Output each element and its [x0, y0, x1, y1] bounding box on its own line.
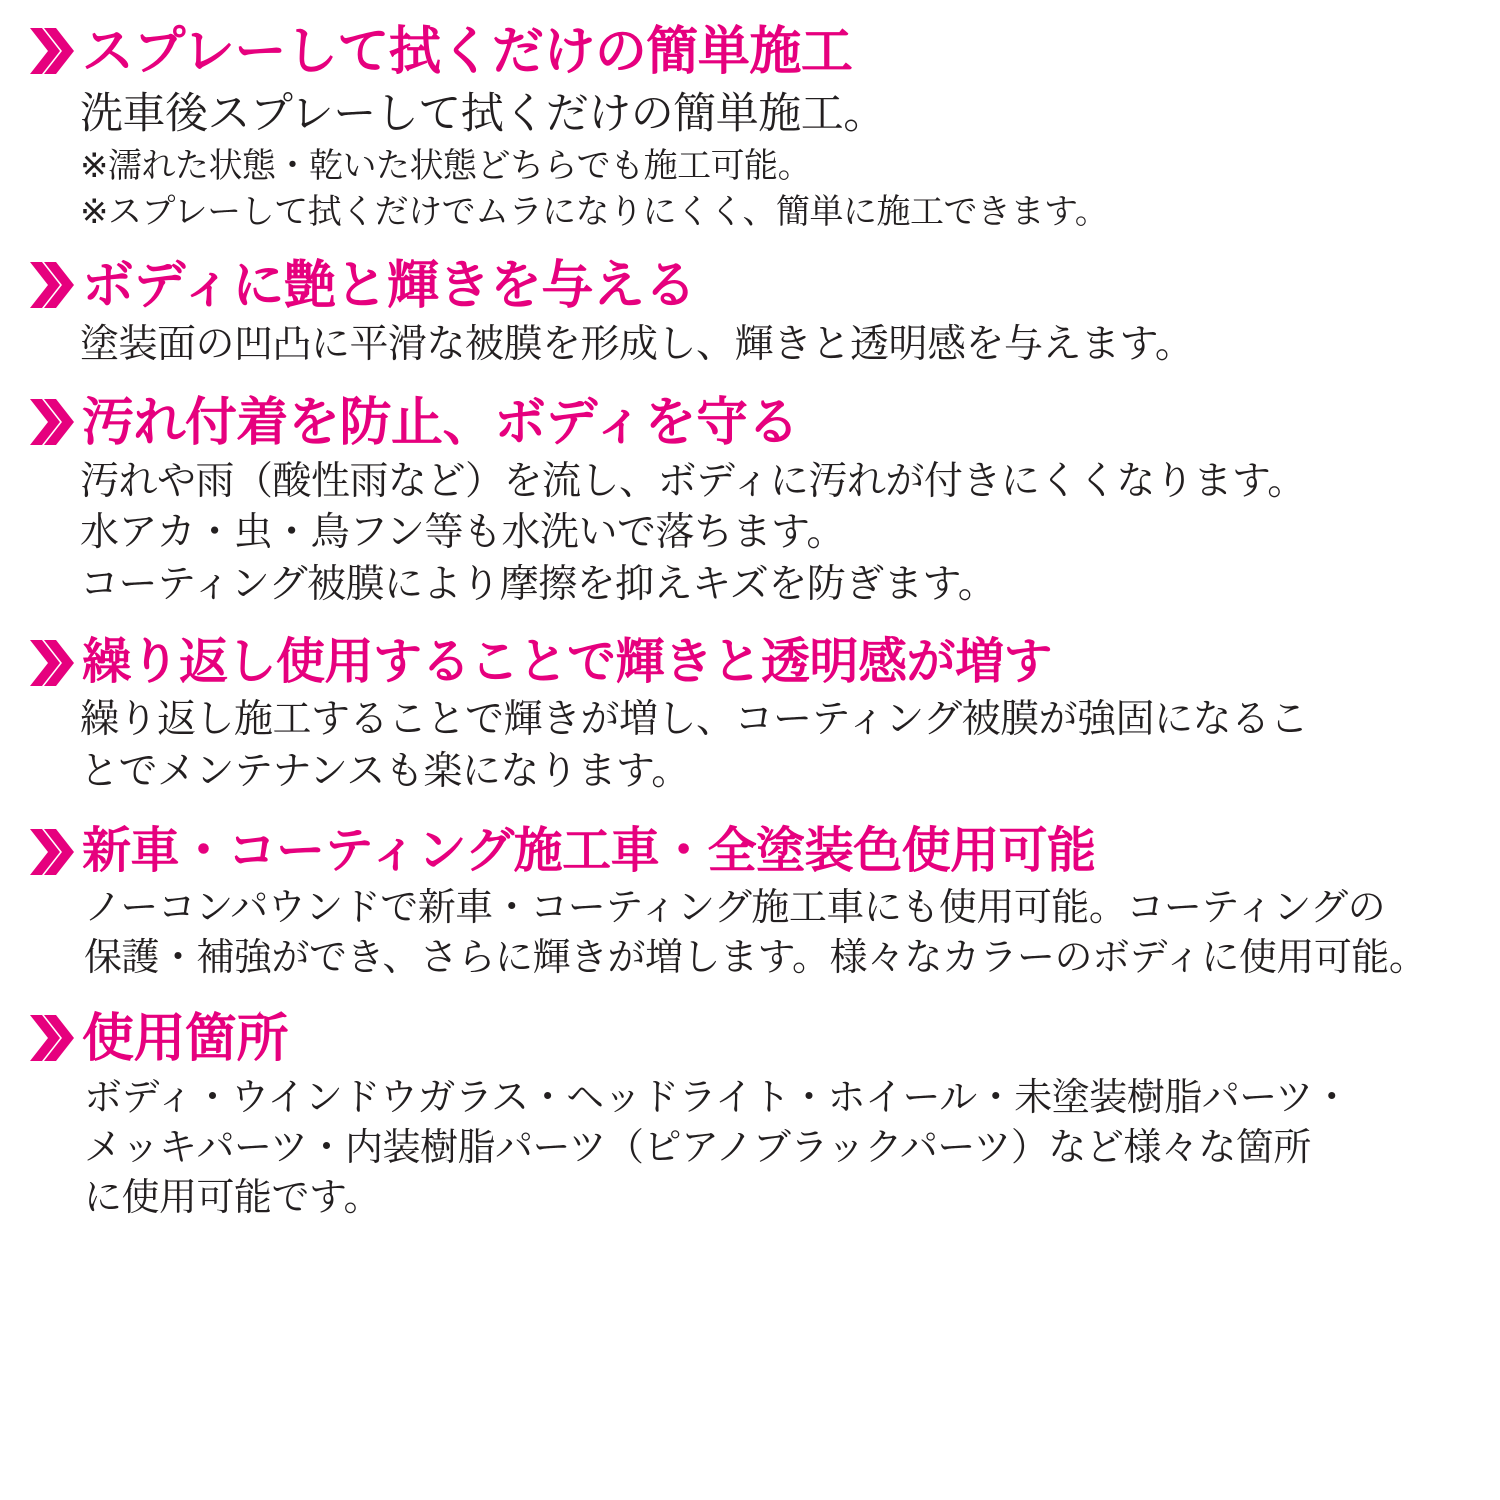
section-paragraph: ボディ・ウインドウガラス・ヘッドライト・ホイール・未塗装樹脂パーツ・ [84, 1076, 1351, 1119]
section-paragraph: とでメンテナンスも楽になります。 [80, 749, 690, 793]
section-lead: 洗車後スプレーして拭くだけの簡単施工。 [80, 90, 886, 139]
section-heading [28, 1009, 1476, 1070]
section-paragraph: 繰り返し施工することで輝きが増し、コーティング被膜が強固になるこ [80, 698, 1309, 742]
section-body [84, 1073, 1476, 1223]
feature-section-gloss [28, 256, 1476, 371]
section-title: ボディに艶と輝きを与える [82, 256, 696, 315]
section-note: ※スプレーして拭くだけでムラになりにくく、簡単に施工できます。 [80, 193, 1109, 232]
section-note: ※濡れた状態・乾いた状態どちらでも施工可能。 [80, 147, 812, 186]
section-body [84, 883, 1476, 983]
section-title: 汚れ付着を防止、ボディを守る [82, 393, 799, 452]
feature-section-usage-areas [28, 1009, 1476, 1223]
section-title: 新車・コーティング施工車・全塗装色使用可能 [82, 824, 1096, 879]
feature-section-easy-application [28, 22, 1476, 236]
section-heading [28, 22, 1476, 83]
feature-section-repeat-use [28, 634, 1476, 797]
section-heading [28, 823, 1476, 881]
section-heading [28, 634, 1476, 692]
double-chevron-right-icon [28, 638, 74, 688]
section-title: 使用箇所 [82, 1010, 289, 1069]
section-paragraph: ノーコンパウンドで新車・コーティング施工車にも使用可能。コーティングの [84, 886, 1386, 929]
section-title: 繰り返し使用することで輝きと透明感が増す [82, 635, 1053, 690]
section-paragraph: 水アカ・虫・鳥フン等も水洗いで落ちます。 [80, 511, 845, 555]
section-body [80, 87, 1476, 235]
section-paragraph: メッキパーツ・内装樹脂パーツ（ピアノブラックパーツ）など様々な箇所 [84, 1126, 1311, 1169]
double-chevron-right-icon [28, 260, 74, 310]
section-paragraph: 塗装面の凹凸に平滑な被膜を形成し、輝きと透明感を与えます。 [80, 323, 1194, 367]
double-chevron-right-icon [28, 26, 74, 76]
feature-section-dirt-protection [28, 393, 1476, 611]
section-body [80, 319, 1476, 370]
double-chevron-right-icon [28, 1013, 74, 1063]
double-chevron-right-icon [28, 827, 74, 877]
section-body [80, 456, 1476, 610]
feature-section-new-car-compatible [28, 823, 1476, 983]
section-heading [28, 393, 1476, 454]
section-paragraph: 保護・補強ができ、さらに輝きが増します。様々なカラーのボディに使用可能。 [84, 937, 1427, 980]
section-heading [28, 256, 1476, 317]
section-paragraph: コーティング被膜により摩擦を抑えキズを防ぎます。 [80, 562, 997, 606]
section-title: スプレーして拭くだけの簡単施工 [82, 23, 853, 81]
section-paragraph: 汚れや雨（酸性雨など）を流し、ボディに汚れが付きにくくなります。 [80, 459, 1306, 503]
double-chevron-right-icon [28, 397, 74, 447]
section-paragraph: に使用可能です。 [84, 1176, 381, 1219]
section-body [80, 694, 1476, 797]
